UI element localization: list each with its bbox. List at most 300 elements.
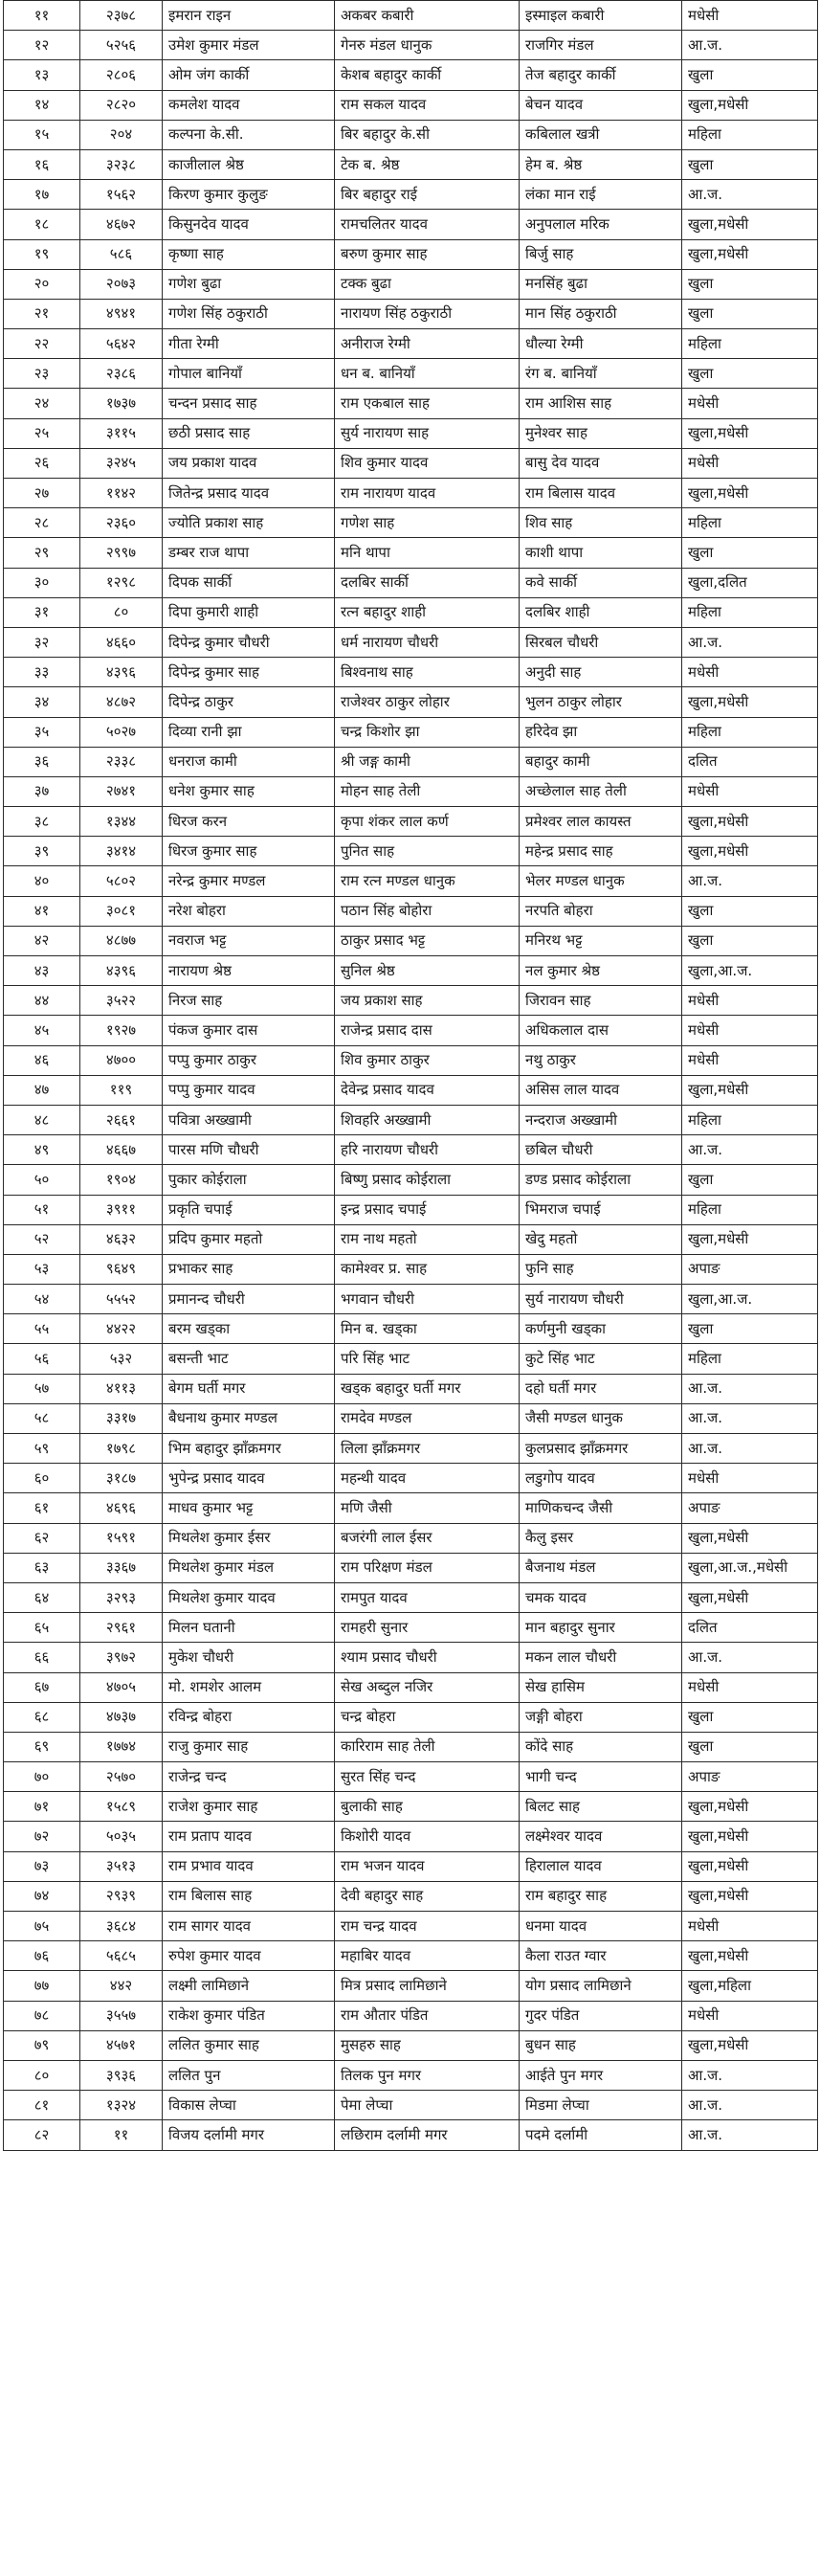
father-name-cell: मुसहरु साह xyxy=(335,2030,520,2060)
father-name-cell: राम परिक्षण मंडल xyxy=(335,1553,520,1582)
father-name-cell: धर्म नारायण चौधरी xyxy=(335,627,520,657)
roll-number-cell: ८० xyxy=(80,597,163,627)
roll-number-cell: ५६८५ xyxy=(80,1941,163,1971)
table-row xyxy=(4,1762,818,1792)
serial-number-cell: ३१ xyxy=(4,597,80,627)
candidate-name-cell: ओम जंग कार्की xyxy=(163,60,335,90)
table-row xyxy=(4,1732,818,1761)
category-cell: आ.ज. xyxy=(682,2060,818,2090)
category-cell: खुला,मधेसी xyxy=(682,1822,818,1851)
roll-number-cell: २३७८ xyxy=(80,1,163,31)
category-cell: मधेसी xyxy=(682,2001,818,2030)
father-name-cell: अकबर कबारी xyxy=(335,1,520,31)
serial-number-cell: २४ xyxy=(4,389,80,418)
category-cell: अपाङ xyxy=(682,1254,818,1284)
serial-number-cell: ५९ xyxy=(4,1434,80,1464)
serial-number-cell: ७८ xyxy=(4,2001,80,2030)
roll-number-cell: ३९७२ xyxy=(80,1643,163,1672)
table-row xyxy=(4,717,818,747)
candidate-name-cell: पारस मणि चौधरी xyxy=(163,1135,335,1165)
table-row xyxy=(4,986,818,1016)
grandfather-name-cell: धौल्या रेग्मी xyxy=(520,329,682,359)
serial-number-cell: ३७ xyxy=(4,776,80,806)
table-row xyxy=(4,448,818,478)
table-row xyxy=(4,2001,818,2030)
grandfather-name-cell: शिव साह xyxy=(520,508,682,538)
grandfather-name-cell: बहादुर कामी xyxy=(520,747,682,776)
table-row xyxy=(4,1195,818,1224)
grandfather-name-cell: हिरालाल यादव xyxy=(520,1851,682,1881)
grandfather-name-cell: नरपति बोहरा xyxy=(520,896,682,926)
grandfather-name-cell: नन्दराज अख्खामी xyxy=(520,1105,682,1134)
roll-number-cell: ३६८४ xyxy=(80,1912,163,1941)
father-name-cell: बजरंगी लाल ईसर xyxy=(335,1523,520,1553)
serial-number-cell: २७ xyxy=(4,479,80,508)
candidate-table-body xyxy=(4,1,818,2151)
table-row xyxy=(4,2060,818,2090)
grandfather-name-cell: कवे सार्की xyxy=(520,568,682,597)
father-name-cell: रामहरी सुनार xyxy=(335,1613,520,1643)
candidate-name-cell: जय प्रकाश यादव xyxy=(163,448,335,478)
father-name-cell: राम सकल यादव xyxy=(335,90,520,120)
grandfather-name-cell: मिडमा लेप्चा xyxy=(520,2091,682,2120)
grandfather-name-cell: आईते पुन मगर xyxy=(520,2060,682,2090)
category-cell: आ.ज. xyxy=(682,1434,818,1464)
roll-number-cell: २३६० xyxy=(80,508,163,538)
father-name-cell: मनि थापा xyxy=(335,538,520,568)
table-row xyxy=(4,90,818,120)
serial-number-cell: १९ xyxy=(4,239,80,269)
father-name-cell: सुनिल श्रेष्ठ xyxy=(335,956,520,986)
candidate-name-cell: दिपा कुमारी शाही xyxy=(163,597,335,627)
serial-number-cell: २२ xyxy=(4,329,80,359)
candidate-name-cell: नारायण श्रेष्ठ xyxy=(163,956,335,986)
candidate-name-cell: राजेश कुमार साह xyxy=(163,1792,335,1822)
candidate-name-cell: काजीलाल श्रेष्ठ xyxy=(163,149,335,179)
category-cell: खुला xyxy=(682,1314,818,1344)
table-row xyxy=(4,508,818,538)
table-row xyxy=(4,538,818,568)
father-name-cell: इन्द्र प्रसाद चपाई xyxy=(335,1195,520,1224)
father-name-cell: शिव कुमार यादव xyxy=(335,448,520,478)
table-row xyxy=(4,687,818,717)
serial-number-cell: ३० xyxy=(4,568,80,597)
candidate-name-cell: ललित कुमार साह xyxy=(163,2030,335,2060)
father-name-cell: कृपा शंकर लाल कर्ण xyxy=(335,807,520,837)
candidate-name-cell: मिलन घतानी xyxy=(163,1613,335,1643)
category-cell: खुला xyxy=(682,299,818,328)
father-name-cell: अनीराज रेग्मी xyxy=(335,329,520,359)
table-row xyxy=(4,1822,818,1851)
category-cell: खुला,मधेसी xyxy=(682,2030,818,2060)
candidate-name-cell: मिथलेश कुमार यादव xyxy=(163,1582,335,1612)
category-cell: आ.ज. xyxy=(682,2091,818,2120)
grandfather-name-cell: नल कुमार श्रेष्ठ xyxy=(520,956,682,986)
category-cell: अपाङ xyxy=(682,1493,818,1523)
grandfather-name-cell: लक्ष्मेश्वर यादव xyxy=(520,1822,682,1851)
father-name-cell: बिर बहादुर के.सी xyxy=(335,120,520,149)
serial-number-cell: ५० xyxy=(4,1165,80,1195)
candidate-name-cell: बरम खड्का xyxy=(163,1314,335,1344)
grandfather-name-cell: हरिदेव झा xyxy=(520,717,682,747)
candidate-name-cell: राजेन्द्र चन्द xyxy=(163,1762,335,1792)
father-name-cell: खड्क बहादुर घर्ती मगर xyxy=(335,1374,520,1403)
roll-number-cell: ३०८१ xyxy=(80,896,163,926)
grandfather-name-cell: राजगिर मंडल xyxy=(520,31,682,60)
serial-number-cell: ४२ xyxy=(4,926,80,955)
serial-number-cell: १२ xyxy=(4,31,80,60)
roll-number-cell: ४७०५ xyxy=(80,1672,163,1702)
father-name-cell: श्री जङ्ग कामी xyxy=(335,747,520,776)
roll-number-cell: ३१८७ xyxy=(80,1464,163,1493)
roll-number-cell: ५८०२ xyxy=(80,866,163,896)
category-cell: आ.ज. xyxy=(682,31,818,60)
grandfather-name-cell: सेख हासिम xyxy=(520,1672,682,1702)
table-row xyxy=(4,479,818,508)
category-cell: मधेसी xyxy=(682,658,818,687)
grandfather-name-cell: कबिलाल खत्री xyxy=(520,120,682,149)
table-row xyxy=(4,389,818,418)
roll-number-cell: ४६६० xyxy=(80,627,163,657)
candidate-name-cell: पवित्रा अख्खामी xyxy=(163,1105,335,1134)
roll-number-cell: ११४२ xyxy=(80,479,163,508)
serial-number-cell: ७५ xyxy=(4,1912,80,1941)
roll-number-cell: २८०६ xyxy=(80,60,163,90)
table-row xyxy=(4,1135,818,1165)
roll-number-cell: ४३९६ xyxy=(80,956,163,986)
table-row xyxy=(4,597,818,627)
table-row xyxy=(4,837,818,866)
table-row xyxy=(4,1523,818,1553)
category-cell: महिला xyxy=(682,1195,818,1224)
table-row xyxy=(4,1314,818,1344)
candidate-name-cell: पुकार कोईराला xyxy=(163,1165,335,1195)
category-cell: खुला,मधेसी xyxy=(682,1881,818,1911)
candidate-name-cell: दिपेन्द्र कुमार चौधरी xyxy=(163,627,335,657)
serial-number-cell: ३४ xyxy=(4,687,80,717)
grandfather-name-cell: कुटे सिंह भाट xyxy=(520,1344,682,1374)
category-cell: खुला,मधेसी xyxy=(682,687,818,717)
grandfather-name-cell: राम बिलास यादव xyxy=(520,479,682,508)
father-name-cell: राम एकबाल साह xyxy=(335,389,520,418)
candidate-name-cell: छठी प्रसाद साह xyxy=(163,418,335,448)
table-row xyxy=(4,1374,818,1403)
father-name-cell: राजेश्वर ठाकुर लोहार xyxy=(335,687,520,717)
roll-number-cell: १९०४ xyxy=(80,1165,163,1195)
roll-number-cell: ११९ xyxy=(80,1075,163,1105)
category-cell: आ.ज. xyxy=(682,1374,818,1403)
candidate-name-cell: प्रभाकर साह xyxy=(163,1254,335,1284)
father-name-cell: बिर बहादुर राई xyxy=(335,180,520,210)
candidate-name-cell: कृष्णा साह xyxy=(163,239,335,269)
serial-number-cell: १८ xyxy=(4,210,80,239)
grandfather-name-cell: मुनेश्वर साह xyxy=(520,418,682,448)
candidate-name-cell: धनेश कुमार साह xyxy=(163,776,335,806)
serial-number-cell: ३८ xyxy=(4,807,80,837)
father-name-cell: राम भजन यादव xyxy=(335,1851,520,1881)
candidate-name-cell: राम सागर यादव xyxy=(163,1912,335,1941)
serial-number-cell: ५६ xyxy=(4,1344,80,1374)
category-cell: खुला xyxy=(682,1732,818,1761)
serial-number-cell: ६० xyxy=(4,1464,80,1493)
category-cell: खुला,मधेसी xyxy=(682,1523,818,1553)
category-cell: खुला,मधेसी xyxy=(682,1941,818,1971)
roll-number-cell: ३५१३ xyxy=(80,1851,163,1881)
serial-number-cell: ४४ xyxy=(4,986,80,1016)
grandfather-name-cell: कर्णमुनी खड्का xyxy=(520,1314,682,1344)
roll-number-cell: ५३२ xyxy=(80,1344,163,1374)
serial-number-cell: ४९ xyxy=(4,1135,80,1165)
serial-number-cell: २३ xyxy=(4,359,80,389)
father-name-cell: देवेन्द्र प्रसाद यादव xyxy=(335,1075,520,1105)
candidate-name-cell: ललित पुन xyxy=(163,2060,335,2090)
candidate-name-cell: मिथलेश कुमार मंडल xyxy=(163,1553,335,1582)
category-cell: खुला,आ.ज. xyxy=(682,956,818,986)
father-name-cell: गणेश साह xyxy=(335,508,520,538)
father-name-cell: पठान सिंह बोहोरा xyxy=(335,896,520,926)
father-name-cell: कारिराम साह तेली xyxy=(335,1732,520,1761)
table-row xyxy=(4,568,818,597)
father-name-cell: भगवान चौधरी xyxy=(335,1285,520,1314)
category-cell: खुला,मधेसी xyxy=(682,210,818,239)
category-cell: अपाङ xyxy=(682,1762,818,1792)
grandfather-name-cell: प्रमेश्वर लाल कायस्त xyxy=(520,807,682,837)
grandfather-name-cell: फुनि साह xyxy=(520,1254,682,1284)
serial-number-cell: १५ xyxy=(4,120,80,149)
roll-number-cell: ३२३८ xyxy=(80,149,163,179)
father-name-cell: जय प्रकाश साह xyxy=(335,986,520,1016)
roll-number-cell: ३९११ xyxy=(80,1195,163,1224)
category-cell: खुला xyxy=(682,359,818,389)
category-cell: दलित xyxy=(682,1613,818,1643)
serial-number-cell: ६४ xyxy=(4,1582,80,1612)
candidate-name-cell: निरज साह xyxy=(163,986,335,1016)
grandfather-name-cell: दहो घर्ती मगर xyxy=(520,1374,682,1403)
roll-number-cell: ३९३६ xyxy=(80,2060,163,2090)
candidate-name-cell: राजु कुमार साह xyxy=(163,1732,335,1761)
serial-number-cell: ७७ xyxy=(4,1971,80,2001)
father-name-cell: श्याम प्रसाद चौधरी xyxy=(335,1643,520,1672)
grandfather-name-cell: भेलर मण्डल धानुक xyxy=(520,866,682,896)
category-cell: खुला xyxy=(682,60,818,90)
father-name-cell: टेक ब. श्रेष्ठ xyxy=(335,149,520,179)
table-row xyxy=(4,1702,818,1732)
candidate-name-cell: भिम बहादुर झाँक्रमगर xyxy=(163,1434,335,1464)
grandfather-name-cell: अनुपलाल मरिक xyxy=(520,210,682,239)
candidate-name-cell: प्रमानन्द चौधरी xyxy=(163,1285,335,1314)
serial-number-cell: ५७ xyxy=(4,1374,80,1403)
grandfather-name-cell: माणिकचन्द जैसी xyxy=(520,1493,682,1523)
roll-number-cell: १७९८ xyxy=(80,1434,163,1464)
category-cell: आ.ज. xyxy=(682,1403,818,1433)
table-row xyxy=(4,329,818,359)
category-cell: खुला xyxy=(682,896,818,926)
roll-number-cell: ५६४२ xyxy=(80,329,163,359)
candidate-name-cell: धिरज कुमार साह xyxy=(163,837,335,866)
category-cell: खुला,मधेसी xyxy=(682,837,818,866)
serial-number-cell: ६१ xyxy=(4,1493,80,1523)
grandfather-name-cell: अनुदी साह xyxy=(520,658,682,687)
serial-number-cell: ३३ xyxy=(4,658,80,687)
father-name-cell: शिवहरि अख्खामी xyxy=(335,1105,520,1134)
father-name-cell: बिष्णु प्रसाद कोईराला xyxy=(335,1165,520,1195)
grandfather-name-cell: कैलु इसर xyxy=(520,1523,682,1553)
father-name-cell: सेख अब्दुल नजिर xyxy=(335,1672,520,1702)
grandfather-name-cell: भिमराज चपाई xyxy=(520,1195,682,1224)
grandfather-name-cell: भागी चन्द xyxy=(520,1762,682,1792)
roll-number-cell: ४३९६ xyxy=(80,658,163,687)
serial-number-cell: १३ xyxy=(4,60,80,90)
candidate-table xyxy=(3,0,818,2151)
father-name-cell: ठाकुर प्रसाद भट्ट xyxy=(335,926,520,955)
category-cell: महिला xyxy=(682,597,818,627)
category-cell: खुला,मधेसी xyxy=(682,807,818,837)
category-cell: दलित xyxy=(682,747,818,776)
table-row xyxy=(4,1434,818,1464)
table-row xyxy=(4,956,818,986)
table-row xyxy=(4,866,818,896)
serial-number-cell: ३२ xyxy=(4,627,80,657)
table-row xyxy=(4,1075,818,1105)
serial-number-cell: ६३ xyxy=(4,1553,80,1582)
serial-number-cell: ८२ xyxy=(4,2120,80,2150)
candidate-name-cell: भुपेन्द्र प्रसाद यादव xyxy=(163,1464,335,1493)
serial-number-cell: ५३ xyxy=(4,1254,80,1284)
category-cell: महिला xyxy=(682,1344,818,1374)
grandfather-name-cell: हेम ब. श्रेष्ठ xyxy=(520,149,682,179)
grandfather-name-cell: राम आशिस साह xyxy=(520,389,682,418)
grandfather-name-cell: कोंदे साह xyxy=(520,1732,682,1761)
serial-number-cell: १४ xyxy=(4,90,80,120)
roll-number-cell: ३५५७ xyxy=(80,2001,163,2030)
table-row xyxy=(4,658,818,687)
grandfather-name-cell: नथु ठाकुर xyxy=(520,1045,682,1075)
roll-number-cell: २८२० xyxy=(80,90,163,120)
table-row xyxy=(4,1792,818,1822)
table-row xyxy=(4,2091,818,2120)
grandfather-name-cell: जङ्गी बोहरा xyxy=(520,1702,682,1732)
candidate-name-cell: दिपेन्द्र ठाकुर xyxy=(163,687,335,717)
category-cell: आ.ज. xyxy=(682,2120,818,2150)
category-cell: मधेसी xyxy=(682,389,818,418)
father-name-cell: चन्द्र किशोर झा xyxy=(335,717,520,747)
roll-number-cell: ४६६७ xyxy=(80,1135,163,1165)
roll-number-cell: २०७३ xyxy=(80,269,163,299)
category-cell: मधेसी xyxy=(682,1016,818,1045)
grandfather-name-cell: जैसी मण्डल धानुक xyxy=(520,1403,682,1433)
roll-number-cell: ३४१४ xyxy=(80,837,163,866)
father-name-cell: रामपुत यादव xyxy=(335,1582,520,1612)
candidate-name-cell: मुकेश चौधरी xyxy=(163,1643,335,1672)
serial-number-cell: ७२ xyxy=(4,1822,80,1851)
table-row xyxy=(4,1464,818,1493)
grandfather-name-cell: योग प्रसाद लामिछाने xyxy=(520,1971,682,2001)
serial-number-cell: ८१ xyxy=(4,2091,80,2120)
table-row xyxy=(4,1881,818,1911)
category-cell: खुला xyxy=(682,1702,818,1732)
candidate-name-cell: किसुनदेव यादव xyxy=(163,210,335,239)
candidate-name-cell: चन्दन प्रसाद साह xyxy=(163,389,335,418)
grandfather-name-cell: अच्छेलाल साह तेली xyxy=(520,776,682,806)
father-name-cell: बिश्वनाथ साह xyxy=(335,658,520,687)
grandfather-name-cell: लंका मान राई xyxy=(520,180,682,210)
candidate-name-cell: माधव कुमार भट्ट xyxy=(163,1493,335,1523)
table-row xyxy=(4,1045,818,1075)
category-cell: मधेसी xyxy=(682,1,818,31)
serial-number-cell: १६ xyxy=(4,149,80,179)
father-name-cell: तिलक पुन मगर xyxy=(335,2060,520,2090)
category-cell: खुला xyxy=(682,538,818,568)
table-row xyxy=(4,1971,818,2001)
father-name-cell: लछिराम दर्लामी मगर xyxy=(335,2120,520,2150)
serial-number-cell: २६ xyxy=(4,448,80,478)
candidate-name-cell: ज्योति प्रकाश साह xyxy=(163,508,335,538)
roll-number-cell: ४६३२ xyxy=(80,1224,163,1254)
grandfather-name-cell: रंग ब. बानियाँ xyxy=(520,359,682,389)
table-row xyxy=(4,149,818,179)
roll-number-cell: ३२९३ xyxy=(80,1582,163,1612)
category-cell: महिला xyxy=(682,329,818,359)
category-cell: खुला,आ.ज.,मधेसी xyxy=(682,1553,818,1582)
table-row xyxy=(4,1493,818,1523)
father-name-cell: लिला झाँक्रमगर xyxy=(335,1434,520,1464)
serial-number-cell: ४३ xyxy=(4,956,80,986)
roll-number-cell: ४६७२ xyxy=(80,210,163,239)
candidate-name-cell: उमेश कुमार मंडल xyxy=(163,31,335,60)
table-row xyxy=(4,1672,818,1702)
category-cell: खुला,मधेसी xyxy=(682,1582,818,1612)
grandfather-name-cell: सिरबल चौधरी xyxy=(520,627,682,657)
category-cell: खुला,मधेसी xyxy=(682,479,818,508)
grandfather-name-cell: जिरावन साह xyxy=(520,986,682,1016)
father-name-cell: राम औतार पंडित xyxy=(335,2001,520,2030)
table-row xyxy=(4,1285,818,1314)
table-row xyxy=(4,60,818,90)
table-row xyxy=(4,1912,818,1941)
category-cell: खुला,मधेसी xyxy=(682,90,818,120)
category-cell: आ.ज. xyxy=(682,866,818,896)
roll-number-cell: २३३८ xyxy=(80,747,163,776)
candidate-name-cell: गणेश बुढा xyxy=(163,269,335,299)
candidate-name-cell: दिव्या रानी झा xyxy=(163,717,335,747)
father-name-cell: सुर्य नारायण साह xyxy=(335,418,520,448)
grandfather-name-cell: महेन्द्र प्रसाद साह xyxy=(520,837,682,866)
serial-number-cell: ७३ xyxy=(4,1851,80,1881)
candidate-name-cell: नरेन्द्र कुमार मण्डल xyxy=(163,866,335,896)
grandfather-name-cell: कुलप्रसाद झाँक्रमगर xyxy=(520,1434,682,1464)
grandfather-name-cell: सुर्य नारायण चौधरी xyxy=(520,1285,682,1314)
category-cell: महिला xyxy=(682,1105,818,1134)
serial-number-cell: ३६ xyxy=(4,747,80,776)
candidate-name-cell: गणेश सिंह ठकुराठी xyxy=(163,299,335,328)
roll-number-cell: १५८९ xyxy=(80,1792,163,1822)
grandfather-name-cell: बिर्जु साह xyxy=(520,239,682,269)
candidate-name-cell: पप्पु कुमार ठाकुर xyxy=(163,1045,335,1075)
category-cell: खुला,मधेसी xyxy=(682,239,818,269)
serial-number-cell: ५१ xyxy=(4,1195,80,1224)
candidate-name-cell: दिपेन्द्र कुमार साह xyxy=(163,658,335,687)
father-name-cell: राम नारायण यादव xyxy=(335,479,520,508)
table-row xyxy=(4,1254,818,1284)
father-name-cell: चन्द्र बोहरा xyxy=(335,1702,520,1732)
category-cell: खुला,महिला xyxy=(682,1971,818,2001)
roll-number-cell: ५०३५ xyxy=(80,1822,163,1851)
grandfather-name-cell: छबिल चौधरी xyxy=(520,1135,682,1165)
serial-number-cell: ३५ xyxy=(4,717,80,747)
father-name-cell: धन ब. बानियाँ xyxy=(335,359,520,389)
candidate-name-cell: मो. शमशेर आलम xyxy=(163,1672,335,1702)
serial-number-cell: ६९ xyxy=(4,1732,80,1761)
